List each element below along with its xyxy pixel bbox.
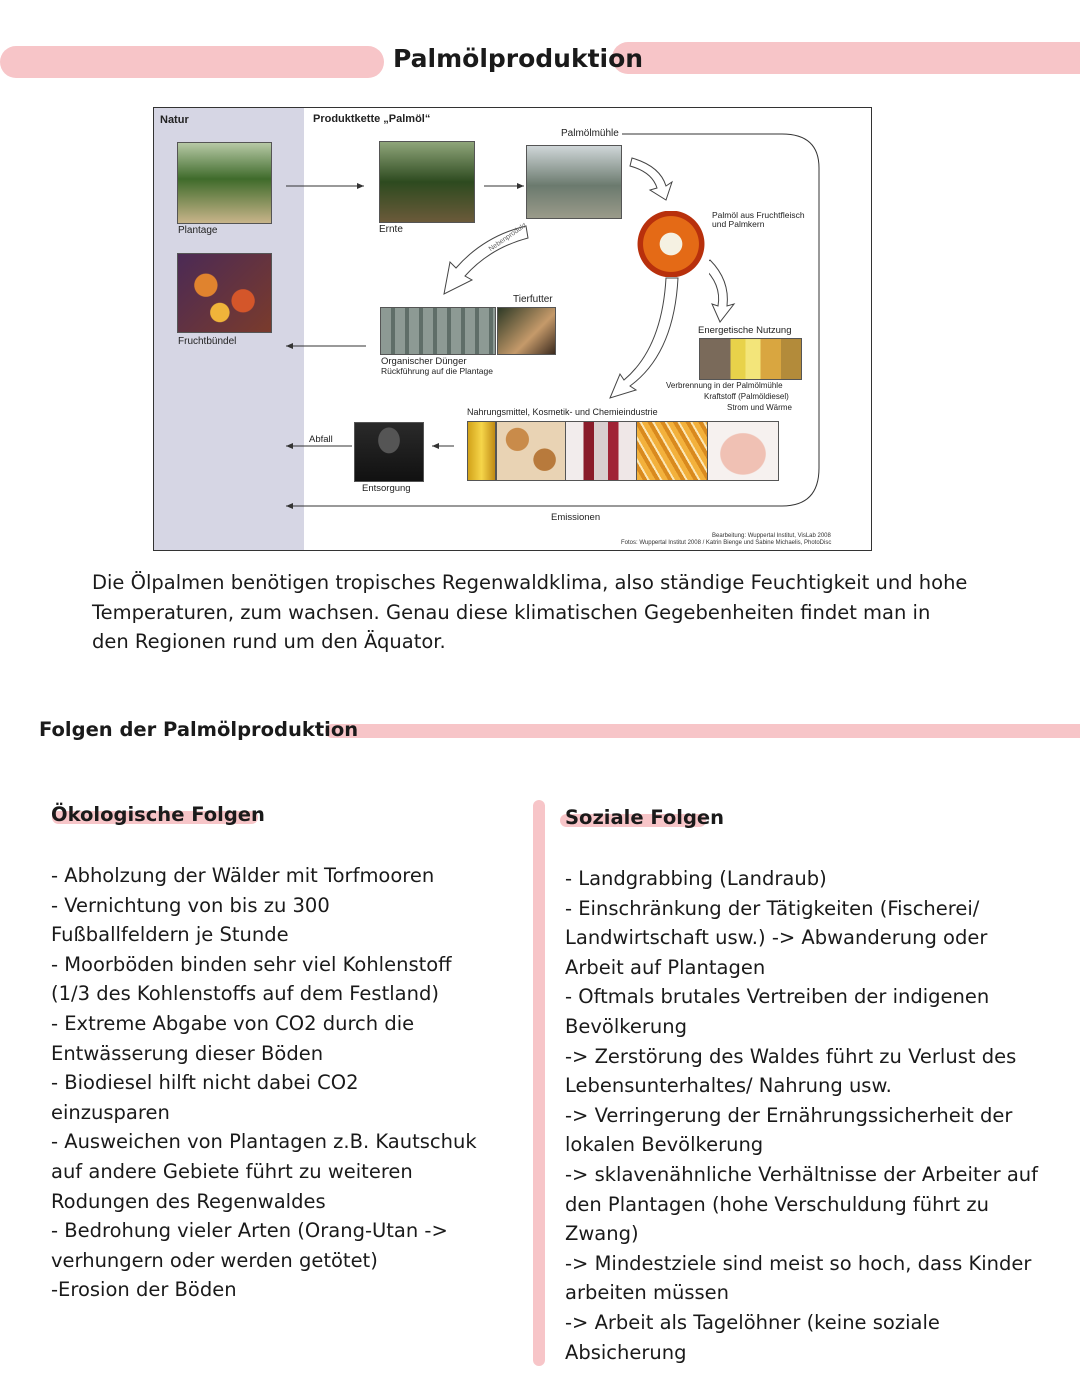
label-strom-waerme: Strom und Wärme	[727, 403, 792, 412]
list-item: - Moorböden binden sehr viel Kohlenstoff	[51, 952, 452, 976]
list-item: Bevölkerung	[565, 1014, 687, 1038]
list-item: -> Zerstörung des Waldes führt zu Verlust des	[565, 1044, 1017, 1068]
sozial-title: Soziale Folgen	[565, 806, 725, 829]
list-item: - Vernichtung von bis zu 300	[51, 893, 330, 917]
list-item: -> Verringerung der Ernährungssicherheit der	[565, 1103, 1013, 1127]
photo-lippenstift	[565, 421, 637, 481]
label-palmoel-line2: und Palmkern	[712, 219, 765, 229]
photo-kekse	[496, 421, 566, 481]
list-item: einzusparen	[51, 1100, 170, 1124]
title-highlight-left	[0, 46, 384, 78]
label-emissionen: Emissionen	[551, 512, 601, 523]
section-highlight	[325, 724, 1080, 738]
photo-muelltonne	[354, 422, 424, 482]
list-item: Fußballfeldern je Stunde	[51, 923, 289, 947]
label-verbrennung: Verbrennung in der Palmölmühle	[666, 381, 783, 390]
list-item: -Erosion der Böden	[51, 1278, 237, 1302]
list-item: arbeiten müssen	[565, 1281, 729, 1305]
oekologisch-title: Ökologische Folgen	[51, 803, 265, 826]
list-item: - Landgrabbing (Landraub)	[565, 867, 827, 890]
column-divider	[533, 800, 545, 1366]
label-tierfutter: Tierfutter	[513, 294, 553, 305]
label-produktkette: Produktkette „Palmöl“	[313, 113, 431, 125]
list-item: (1/3 des Kohlenstoffs auf dem Festland)	[51, 982, 439, 1006]
title-highlight-right	[612, 42, 1080, 74]
label-credit-fotos: Fotos: Wuppertal Institut 2008 / Katrin Bienge und Sabine Michaelis, PhotoDisc	[621, 540, 832, 546]
list-item: - Ausweichen von Plantagen z.B. Kautschuk	[51, 1130, 477, 1154]
label-plantage: Plantage	[178, 225, 218, 236]
list-item: Arbeit auf Plantagen	[565, 955, 766, 979]
label-duenger-line2: Rückführung auf die Plantage	[381, 366, 493, 376]
list-item: lokalen Bevölkerung	[565, 1133, 764, 1157]
list-item: den Plantagen (hohe Verschuldung führt zu	[565, 1192, 989, 1216]
label-abfall: Abfall	[309, 434, 333, 445]
list-item: -> Arbeit als Tagelöhner (keine soziale	[565, 1310, 940, 1334]
oekologisch-list	[51, 861, 521, 1305]
list-item: - Oftmals brutales Vertreiben der indigenen	[565, 985, 990, 1009]
label-kraftstoff: Kraftstoff (Palmöldiesel)	[704, 392, 789, 401]
intro-paragraph: Die Ölpalmen benötigen tropisches Regenwaldklima, also ständige Feuchtigkeit und hohe Temperaturen, zum wachsen. Genau diese klimatischen Gegebenheiten findet man in den Regionen rund um den Äquator.	[92, 571, 968, 654]
photo-fruchtbuendel	[177, 253, 272, 333]
label-ernte: Ernte	[379, 224, 403, 235]
photo-pommes	[636, 421, 708, 481]
list-item: Rodungen des Regenwaldes	[51, 1189, 326, 1213]
list-item: - Bedrohung vieler Arten (Orang-Utan ->	[51, 1219, 448, 1243]
label-industrie: Nahrungsmittel, Kosmetik- und Chemieindustrie	[467, 407, 658, 417]
section-title: Folgen der Palmölproduktion	[39, 718, 359, 741]
label-fruchtbuendel: Fruchtbündel	[178, 336, 237, 347]
list-item: - Abholzung der Wälder mit Torfmooren	[51, 864, 435, 887]
list-item: Zwang)	[565, 1222, 639, 1246]
label-energetische-nutzung: Energetische Nutzung	[698, 325, 792, 336]
list-item: - Einschränkung der Tätigkeiten (Fischerei/	[565, 896, 980, 920]
label-credit-bearbeitung: Bearbeitung: Wuppertal Institut, VisLab 2008	[712, 533, 831, 539]
list-item: - Extreme Abgabe von CO2 durch die	[51, 1011, 415, 1035]
label-palmoel-line1: Palmöl aus Fruchtfleisch	[712, 210, 805, 220]
list-item: verhungern oder werden getötet)	[51, 1248, 378, 1272]
list-item: - Biodiesel hilft nicht dabei CO2	[51, 1071, 359, 1095]
photo-energetische-nutzung	[699, 338, 802, 380]
list-item: Lebensunterhaltes/ Nahrung usw.	[565, 1074, 892, 1098]
palm-oil-product-chain-diagram	[153, 107, 872, 551]
list-item: -> sklavenähnliche Verhältnisse der Arbeiter auf	[565, 1162, 1038, 1186]
photo-plantage	[177, 142, 272, 224]
photo-palmoelmuehle	[526, 145, 622, 219]
list-item: Absicherung	[565, 1340, 687, 1364]
photo-tierfutter	[497, 307, 556, 355]
list-item: Entwässerung dieser Böden	[51, 1041, 324, 1065]
label-entsorgung: Entsorgung	[362, 483, 411, 494]
list-item: auf andere Gebiete führt zu weiteren	[51, 1159, 413, 1183]
photo-palmfrucht	[633, 211, 709, 277]
list-item: Landwirtschaft usw.) -> Abwanderung oder	[565, 926, 988, 950]
label-duenger-line1: Organischer Dünger	[381, 356, 467, 367]
sozial-list	[565, 864, 1065, 1367]
photo-seife	[707, 421, 779, 481]
photo-duenger	[380, 307, 496, 355]
list-item: -> Mindestziele sind meist so hoch, dass Kinder	[565, 1251, 1032, 1275]
page-title: Palmölproduktion	[393, 44, 644, 73]
photo-oel	[467, 421, 496, 481]
label-nebenprodukt: Nebenprodukt	[487, 222, 528, 254]
photo-ernte	[379, 141, 475, 223]
label-natur: Natur	[160, 114, 189, 126]
label-palmoelmuehle: Palmölmühle	[561, 128, 619, 139]
